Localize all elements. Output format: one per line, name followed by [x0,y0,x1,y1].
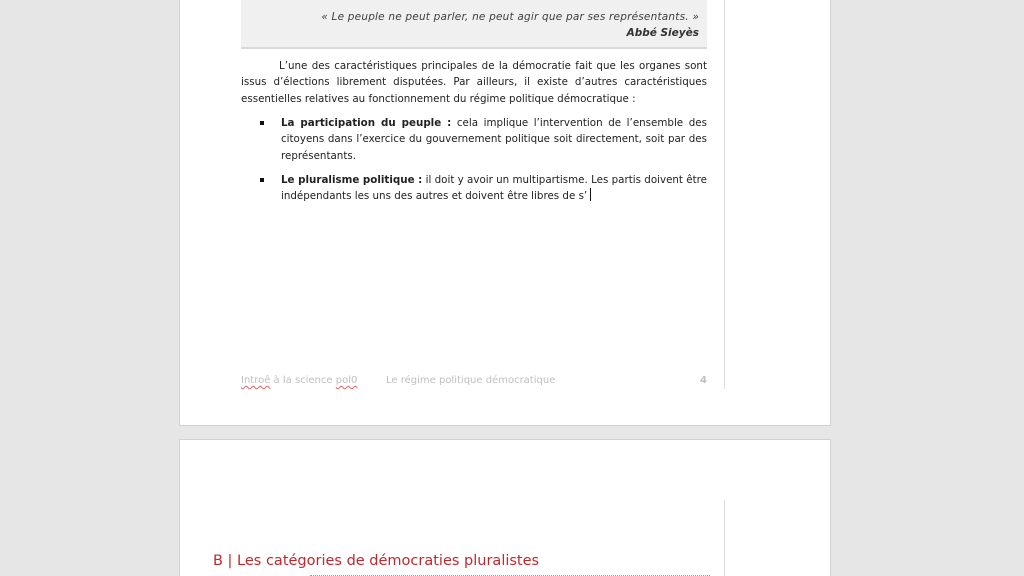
quote-block[interactable] [241,0,707,49]
bullet-list [241,115,707,212]
document-page-4[interactable] [179,0,831,426]
bullet-item-pluralisme[interactable] [241,172,707,205]
spellcheck-word[interactable]: pol0 [335,375,358,386]
quote-text: « Le peuple ne peut parler, ne peut agir que par ses représentants. » [321,11,699,23]
footer-chapter-title: Le régime politique démocratique [386,375,556,386]
quote-author: Abbé Sieyès [626,27,699,39]
footer-course-middle: à la science [270,375,336,386]
footer-course-title [241,375,357,386]
footer-page-number: 4 [700,375,707,386]
document-page-5[interactable] [179,439,831,576]
spellcheck-word[interactable]: Introê [241,375,271,386]
bullet-term: Le pluralisme politique : [281,173,423,186]
body-paragraph[interactable]: L’une des caractéristiques principales de la démocratie fait que les organes sont issus d’élections librement disputées. Par ailleurs, il existe d’autres caractéristiques essentielles relatives au fonctionnement du régime politique démocratique : [241,60,707,105]
page-margin-guide [724,500,725,576]
text-cursor [590,188,591,201]
bullet-text: il doit y avoir un multipartisme. Les partis doivent être indépendants les uns des autres et doivent être libres de s’ [281,173,707,203]
bullet-term: La participation du peuple : [281,117,452,129]
bullet-item-participation[interactable] [241,115,707,164]
page-footer[interactable] [241,375,707,389]
page-margin-guide [724,0,725,389]
square-bullet-icon [260,121,264,125]
bullet-text: cela implique l’intervention de l’ensemble des citoyens dans l’exercice du gouvernement politique soit directement, soit par des représentants. [281,117,707,162]
section-heading[interactable]: B | Les catégories de démocraties pluralistes [213,553,540,569]
square-bullet-icon [260,178,264,182]
